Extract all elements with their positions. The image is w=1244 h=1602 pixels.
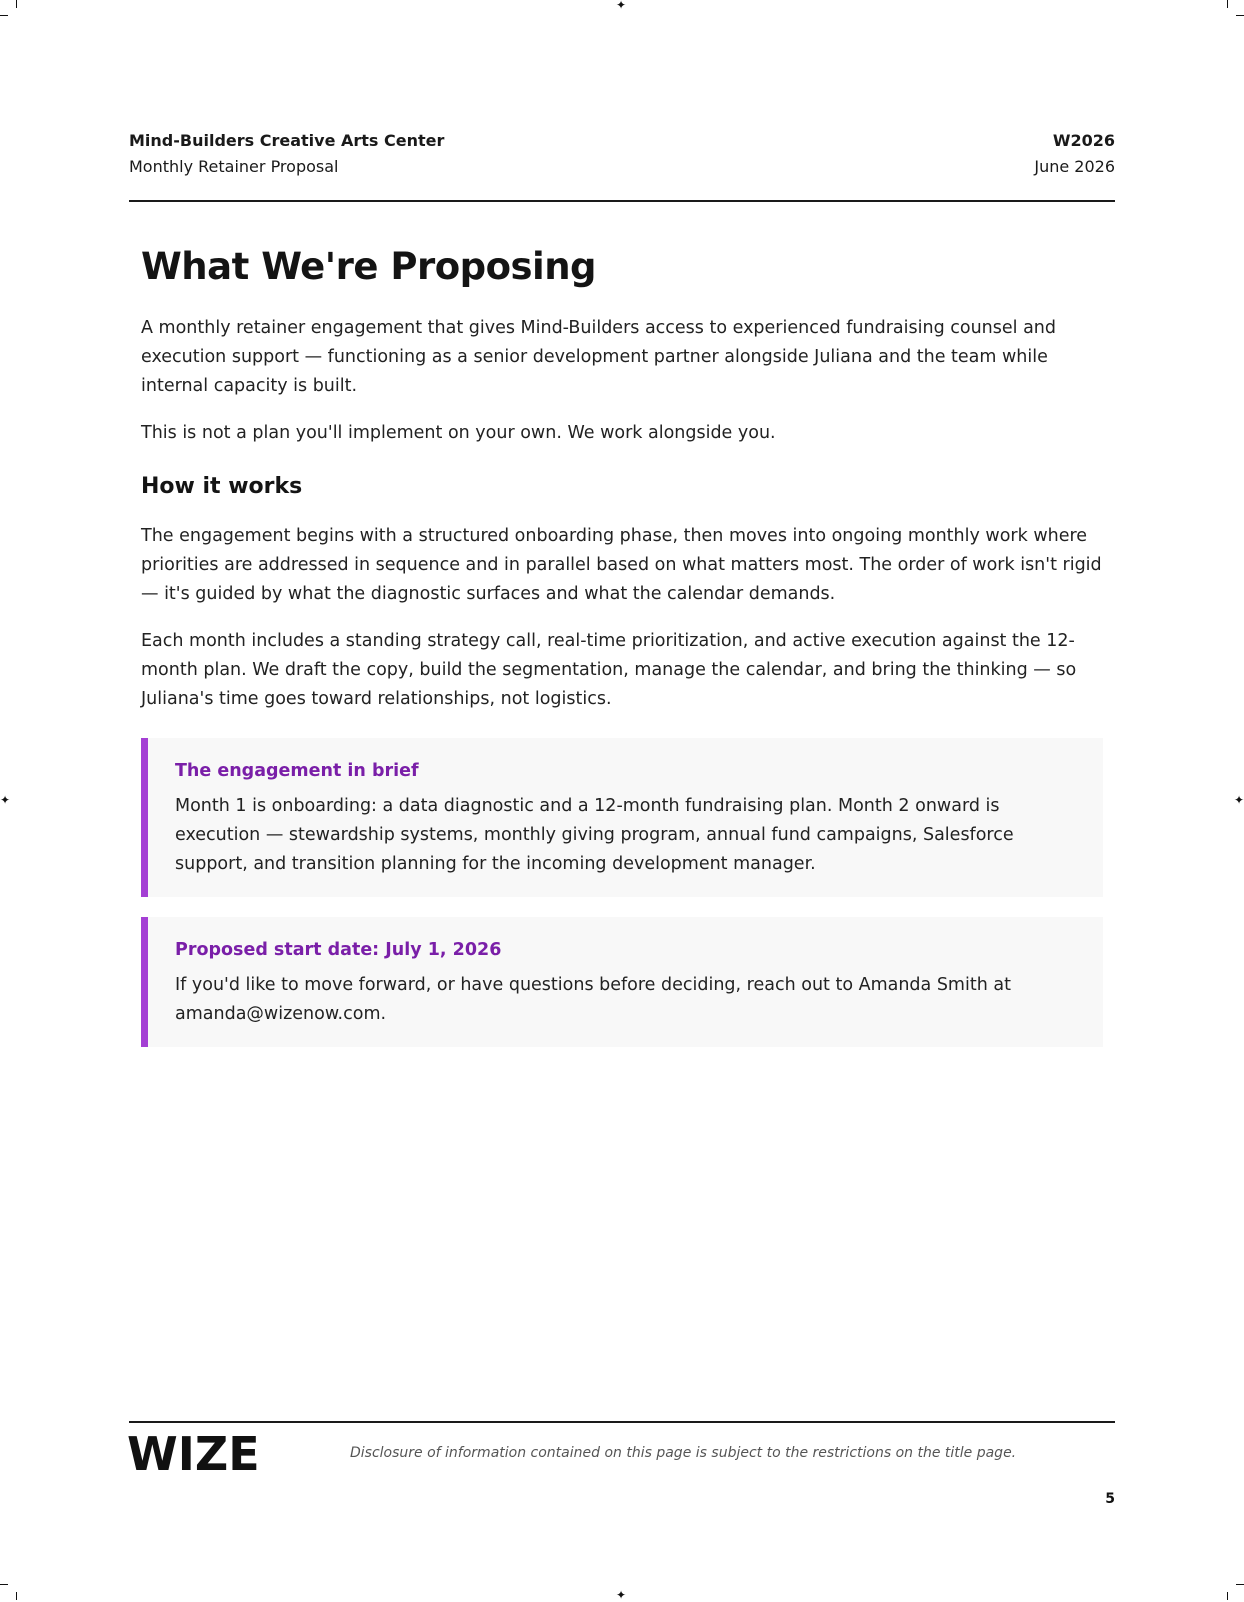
- registration-mark-bottom-icon: ✦: [616, 1588, 627, 1602]
- header-organization: Mind-Builders Creative Arts Center: [129, 131, 445, 150]
- page-number: 5: [1105, 1491, 1115, 1507]
- registration-mark-left-icon: ✦: [0, 793, 11, 807]
- how-it-works-paragraph-1: The engagement begins with a structured onboarding phase, then moves into ongoing monthly work where priorities are addressed in sequence and in parallel based on what matters most. The order of work isn't rigid — it's guided by what the diagnostic surfaces and what the calendar demands.: [141, 526, 1102, 604]
- crop-mark-bottom-right-vertical: [1227, 1592, 1228, 1600]
- intro-paragraph: A monthly retainer engagement that gives Mind-Builders access to experienced fundraising counsel and execution support — functioning as a senior development partner alongside Juliana and the team while internal capacity is built.: [141, 318, 1056, 396]
- callout-engagement-brief: [141, 738, 1103, 897]
- crop-mark-top-left-horizontal: [0, 15, 8, 16]
- main-content: [141, 242, 1103, 1067]
- header-document-type: Monthly Retainer Proposal: [129, 157, 339, 176]
- registration-mark-right-icon: ✦: [1234, 793, 1244, 807]
- callout-body: If you'd like to move forward, or have questions before deciding, reach out to Amanda Smith at amanda@wizenow.com.: [175, 975, 1011, 1024]
- callout-title: Proposed start date: July 1, 2026: [175, 940, 502, 960]
- how-it-works-heading: How it works: [141, 474, 303, 499]
- callout-body: Month 1 is onboarding: a data diagnostic and a 12-month fundraising plan. Month 2 onward is execution — stewardship systems, monthly giving program, annual fund campaigns, Salesforce support, and transition planning for the incoming development manager.: [175, 796, 1014, 874]
- callout-title: The engagement in brief: [175, 761, 419, 781]
- callout-start-date: [141, 917, 1103, 1047]
- crop-mark-top-right-vertical: [1227, 0, 1228, 8]
- crop-mark-bottom-left-vertical: [16, 1592, 17, 1600]
- registration-mark-top-icon: ✦: [616, 0, 627, 12]
- page-header: [129, 130, 1115, 202]
- page-title: What We're Proposing: [141, 245, 597, 288]
- footer-divider: [129, 1421, 1115, 1423]
- header-date: June 2026: [1034, 157, 1115, 176]
- crop-mark-bottom-right-horizontal: [1236, 1584, 1244, 1585]
- how-it-works-paragraph-2: Each month includes a standing strategy call, real-time prioritization, and active execution against the 12-month plan. We draft the copy, build the segmentation, manage the calendar, and bring the thinking — so Juliana's time goes toward relationships, not logistics.: [141, 631, 1077, 709]
- alongside-paragraph: This is not a plan you'll implement on your own. We work alongside you.: [141, 423, 776, 443]
- header-code: W2026: [1052, 131, 1115, 150]
- crop-mark-top-right-horizontal: [1236, 15, 1244, 16]
- crop-mark-bottom-left-horizontal: [0, 1584, 8, 1585]
- disclosure-notice: Disclosure of information contained on this page is subject to the restrictions on the title page.: [350, 1445, 1017, 1461]
- wize-logo: WIZE: [127, 1427, 260, 1481]
- crop-mark-top-left-vertical: [16, 0, 17, 8]
